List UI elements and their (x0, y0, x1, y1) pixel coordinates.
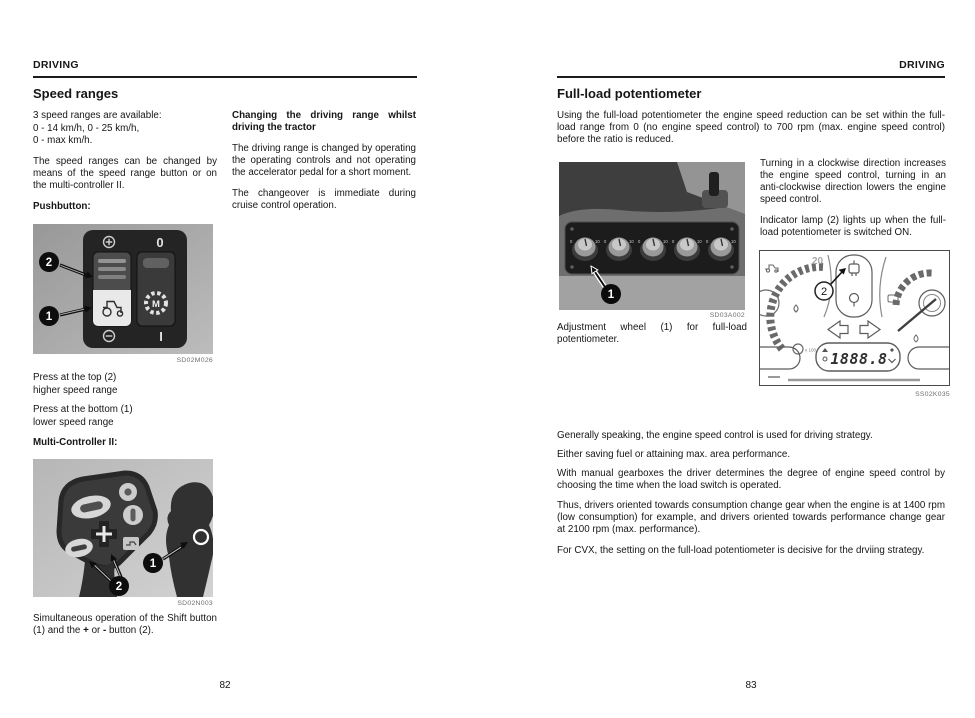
changing-range-heading: Changing the driving range whilst driving the tractor (232, 110, 416, 133)
figure-code-cluster: SS02K035 (915, 391, 950, 398)
gear-letter: M (152, 298, 160, 310)
right-page-title: Full-load potentiometer (557, 86, 702, 101)
strategy-paragraph: For CVX, the setting on the full-load potentiometer is decisive for the drviing strategy. (557, 545, 925, 556)
figure-code-multicontroller: SD02N003 (177, 600, 213, 607)
svg-text:10: 10 (663, 239, 668, 244)
press-instructions (33, 372, 217, 450)
dashboard-lever-icon (709, 172, 719, 196)
right-header-rule (557, 76, 945, 78)
simultaneous-paragraph (33, 613, 217, 637)
right-page-number: 83 (745, 680, 757, 691)
press-top-line: higher speed range (33, 384, 118, 396)
svg-text:1: 1 (45, 311, 53, 324)
ridge-icon (143, 258, 169, 268)
right-pill (908, 347, 949, 369)
changing-range-paragraph: The driving range is changed by operating the operating controls and not operating the accelerator pedal for a short moment. (232, 143, 416, 178)
strategy-paragraph: Generally speaking, the engine speed control is used for driving strategy. (557, 430, 873, 441)
figure-code-knob-panel: SD03A002 (709, 312, 745, 319)
indicator-lamp-paragraph: Indicator lamp (2) lights up when the full-load potentiometer is switched ON. (760, 215, 946, 238)
console-floor (559, 276, 745, 310)
plus-symbol: + (83, 625, 89, 636)
svg-text:0: 0 (706, 239, 709, 244)
svg-text:2: 2 (115, 581, 123, 594)
left-page-title: Speed ranges (33, 86, 119, 101)
simultaneous-text: or (88, 625, 103, 636)
right-arrow-icon (860, 321, 880, 338)
turning-paragraph: Turning in a clockwise direction increases the engine speed control, turning in an anti-clockwise direction lowers the engine speed control. (760, 158, 946, 205)
droplet-icon (794, 305, 798, 312)
left-header-rule (33, 76, 417, 78)
simultaneous-text: button (2). (106, 625, 154, 636)
left-column-2 (232, 110, 416, 212)
strategy-paragraphs (557, 430, 945, 557)
strategy-paragraph: Thus, drivers oriented towards consumption change gear when the engine is at 1400 rpm (low consumption) for example, and drivers oriented towards performance change gear at 2100 rpm (max. performance). (557, 500, 945, 535)
right-page-header: DRIVING (899, 59, 945, 71)
figure-code-pushbutton: SD02M026 (176, 357, 213, 364)
ridge-icon (98, 259, 126, 263)
svg-text:10: 10 (595, 239, 600, 244)
svg-text:10: 10 (731, 239, 736, 244)
x100-badge (793, 344, 817, 354)
svg-text:0: 0 (672, 239, 675, 244)
svg-text:2: 2 (45, 257, 53, 270)
symbol-zero: 0 (156, 235, 164, 250)
tractor-icon (765, 265, 778, 272)
pushbutton-label: Pushbutton: (33, 200, 91, 212)
svg-text:10: 10 (629, 239, 634, 244)
svg-text:2: 2 (820, 286, 828, 298)
indicator-lamp-icon (849, 261, 859, 277)
svg-text:0: 0 (604, 239, 607, 244)
simultaneous-text: Simultaneous operation of the Shift button (1) and the (33, 613, 217, 636)
speed-range-line: 3 speed ranges are available: (33, 110, 162, 121)
svg-text:10: 10 (697, 239, 702, 244)
figure-multicontroller (33, 459, 213, 597)
strategy-paragraph: With manual gearboxes the driver determines the degree of engine speed control by choosing the time when the load switch is operated. (557, 468, 945, 491)
speed-range-line: 0 - 14 km/h, 0 - 25 km/h, (33, 122, 140, 134)
strategy-paragraph: Either saving fuel or attaining max. area performance. (557, 449, 791, 460)
ridge-icon (98, 267, 126, 271)
symbol-one: I (159, 329, 163, 344)
figure-pushbutton (33, 224, 213, 354)
gauge-20-label: 20 (812, 256, 824, 267)
right-text-column (760, 158, 946, 239)
speed-range-rocker (93, 252, 131, 326)
left-page-header: DRIVING (33, 59, 79, 71)
lcd-value: 1888.8 (830, 350, 888, 368)
left-column-1 (33, 110, 217, 213)
press-top-line: Press at the top (2) (33, 372, 117, 383)
motor-rocker (137, 252, 175, 326)
speed-ranges-list (33, 110, 217, 148)
left-page-number: 82 (219, 680, 231, 691)
ridge-icon (98, 275, 126, 279)
lower-lamp-icon (850, 294, 859, 307)
minus-symbol: - (103, 625, 107, 636)
square-button-icon (123, 537, 139, 550)
adjustment-wheel-caption: Adjustment wheel (1) for full-load potentiometer. (557, 322, 747, 345)
lcd-display-icon (816, 343, 900, 371)
svg-text:0: 0 (570, 239, 573, 244)
speed-range-line: 0 - max km/h. (33, 135, 93, 146)
shift-knob (166, 482, 213, 597)
figure-instrument-cluster (759, 250, 950, 386)
speed-range-change-paragraph: The speed ranges can be changed by means of the speed range button or on the multi-controller II. (33, 155, 217, 191)
press-bottom-line: Press at the bottom (1) (33, 404, 133, 415)
fullload-intro-paragraph: Using the full-load potentiometer the engine speed reduction can be set within the full-load range from 0 (no engine speed control) to 700 rpm (max. engine speed control) before the ratio is reduced. (557, 110, 945, 145)
changeover-paragraph: The changeover is immediate during cruise control operation. (232, 188, 416, 211)
svg-text:0: 0 (638, 239, 641, 244)
svg-text:1: 1 (149, 558, 157, 571)
left-arrow-icon (828, 321, 848, 338)
indicator-lamp-panel (836, 255, 872, 317)
svg-text:x 100: x 100 (805, 347, 817, 353)
figure-knob-panel (559, 162, 745, 310)
multicontroller-label: Multi-Controller II: (33, 437, 118, 448)
press-bottom-line: lower speed range (33, 416, 114, 428)
needle-gauge (880, 257, 945, 342)
svg-text:1: 1 (607, 289, 615, 302)
